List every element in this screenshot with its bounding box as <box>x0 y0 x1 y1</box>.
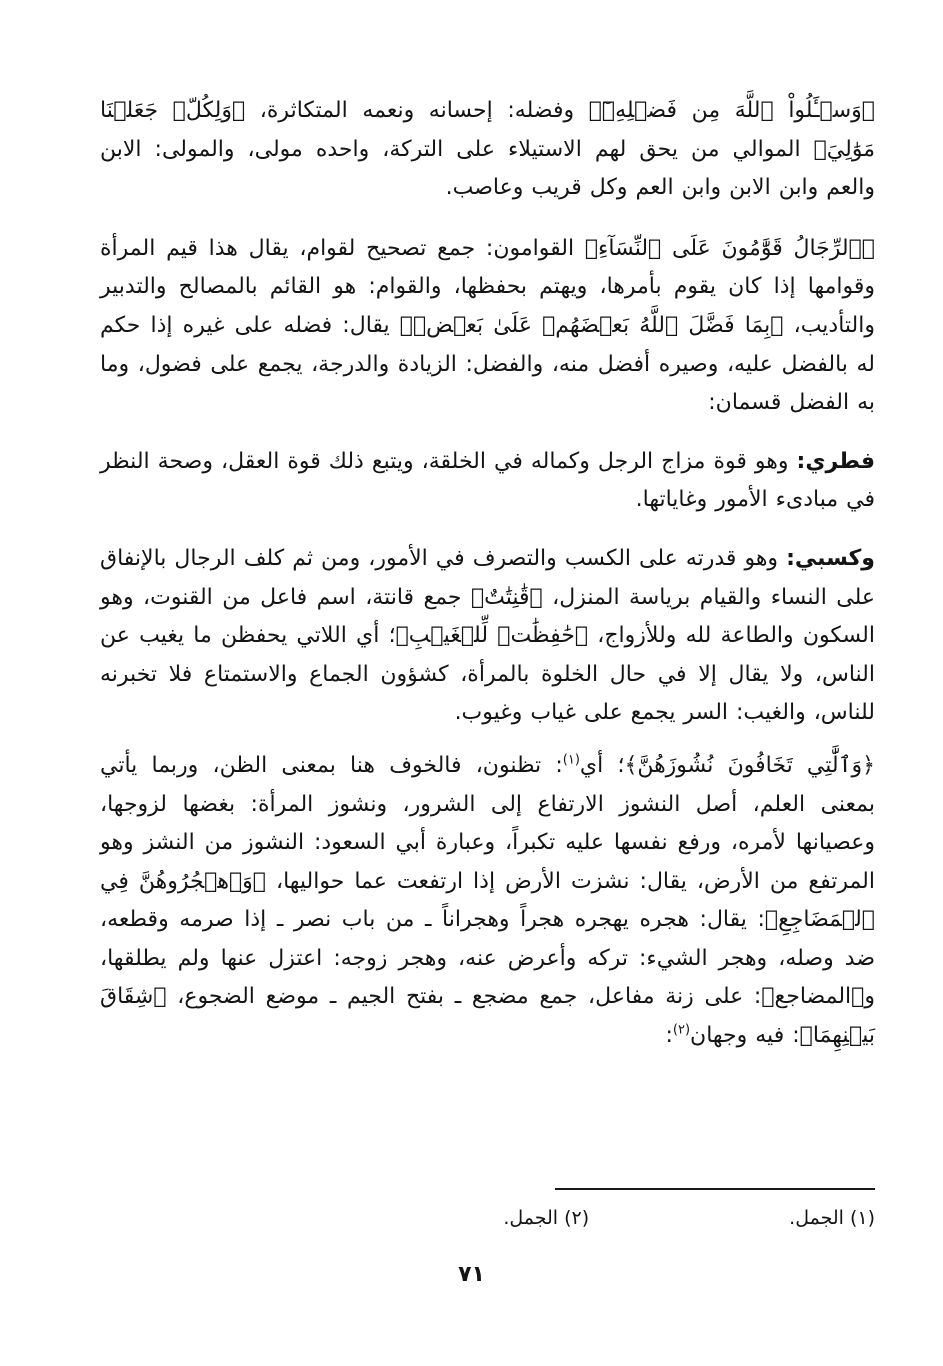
footnote-1: (١) الجمل. <box>789 1207 875 1229</box>
paragraph-5-text-b: : تظنون، فالخوف هنا بمعنى الظن، وربما يأتي بمعنى العلم، أصل النشوز الارتفاع إلى الشرور، ونشوز المرأة: بغضها لزوجها، وعصيانها لأمره، ورفع نفسها عليه تكبراً، وعبارة أبي السعود: النشوز من النشز وهو المرتفع من الأرض، يقال: نشزت الأرض إذا ارتفعت عما حواليها، ﴿وَٱهۡجُرُوهُنَّ فِي ٱلۡمَضَاجِعِ﴾: يقال: هجره يهجره هجراً وهجراناً ـ من باب نصر ـ إذا صرمه وقطعه، ضد وصله، وهجر الشيء: تركه وأعرض عنه، وهجر زوجه: اعتزل عنها ولم يطلقها، و﴿المضاجع﴾: على زنة مفاعل، جمع مضجع ـ بفتح الجيم ـ موضع الضجوع، ﴿شِقَاقَ بَيۡنِهِمَا﴾: فيه وجهان <box>100 752 875 1049</box>
paragraph-4-lead: وكسبي: <box>786 545 875 571</box>
footnotes <box>355 1203 875 1233</box>
paragraph-1 <box>100 92 875 208</box>
paragraph-3-text: وهو قوة مزاج الرجل وكماله في الخلقة، ويتبع ذلك قوة العقل، وصحة النظر في مبادىء الأمور وغاياتها. <box>100 448 875 513</box>
paragraph-4 <box>100 540 875 733</box>
paragraph-5-text-c: : <box>665 1023 673 1049</box>
footnote-separator <box>555 1188 875 1190</box>
paragraph-5-text-a: ﴿وَٱلَّٰتِي تَخَافُونَ نُشُوزَهُنَّ﴾؛ أي <box>579 752 875 778</box>
footnote-ref-1: (١) <box>562 752 580 768</box>
paragraph-4-text: وهو قدرته على الكسب والتصرف في الأمور، ومن ثم كلف الرجال بالإنفاق على النساء والقيام برياسة المنزل، ﴿قَٰنِتَٰتٌ﴾ جمع قانتة، اسم فاعل من القنوت، وهو السكون والطاعة لله وللأزواج، ﴿حَٰفِظَٰتٞ لِّلۡغَيۡبِ﴾؛ أي اللاتي يحفظن ما يغيب عن الناس، ولا يقال إلا في حال الخلوة بالمرأة، كشؤون الجماع والاستمتاع فلا تخبرنه للناس، والغيب: السر يجمع على غياب وغيوب. <box>100 545 875 726</box>
paragraph-1-text: ﴿وَسۡـَٔلُواْ ٱللَّهَ مِن فَضۡلِهِۦٓ﴾ وفضله: إحسانه ونعمه المتكاثرة، ﴿وَلِكُلّٖ جَعَلۡنَا مَوَٰلِيَ﴾ الموالي من يحق لهم الاستيلاء على التركة، واحده مولى، والمولى: الابن والعم وابن الابن وابن العم وكل قريب وعاصب. <box>100 98 875 201</box>
footnote-2: (٢) الجمل. <box>503 1207 590 1229</box>
page-number: ٧١ <box>458 1262 485 1287</box>
page-body <box>100 92 875 1056</box>
paragraph-2 <box>100 230 875 423</box>
paragraph-5 <box>100 747 875 1056</box>
paragraph-3 <box>100 443 875 520</box>
paragraph-2-text: ﴿ٱلرِّجَالُ قَوَّٰمُونَ عَلَى ٱلنِّسَآءِ﴾ القوامون: جمع تصحيح لقوام، يقال هذا قيم المرأة وقوامها إذا كان يقوم بأمرها، ويهتم بحفظها، والقوام: هو القائم بالمصالح والتدبير والتأديب، ﴿بِمَا فَضَّلَ ٱللَّهُ بَعۡضَهُمۡ عَلَىٰ بَعۡضٖ﴾ يقال: فضله على غيره إذا حكم له بالفضل عليه، وصيره أفضل منه، والفضل: الزيادة والدرجة، يجمع على فضول، وما به الفضل قسمان: <box>100 235 875 416</box>
paragraph-3-lead: فطري: <box>796 448 875 474</box>
footnote-ref-2: (٢) <box>672 1022 691 1038</box>
